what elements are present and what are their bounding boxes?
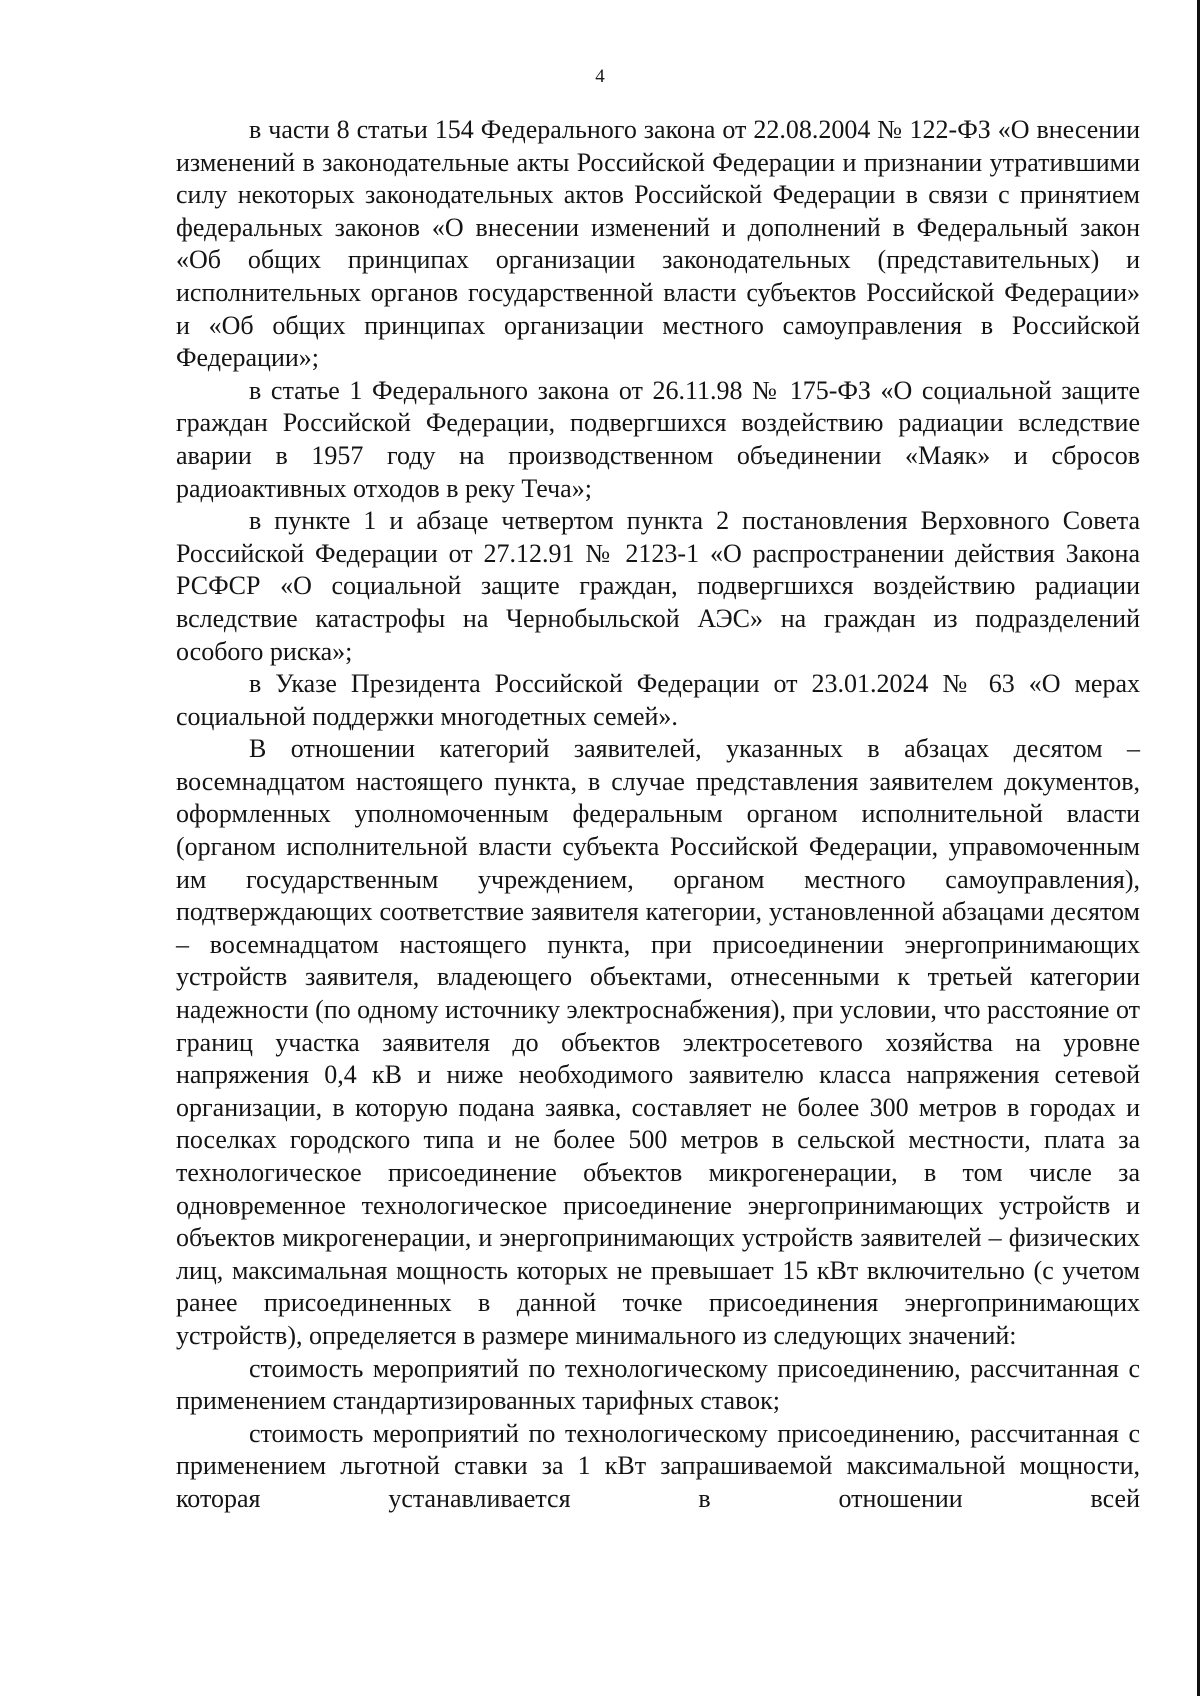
paragraph-2: в статье 1 Федерального закона от 26.11.98 № 175-ФЗ «О социальной защите граждан Российской Федерации, подвергшихся воздействию радиации вследствие аварии в 1957 году на производственном объединении «Маяк» и сбросов радиоактивных отходов в реку Теча»; bbox=[176, 375, 1140, 503]
paragraph-3: в пункте 1 и абзаце четвертом пункта 2 постановления Верховного Совета Российской Федерации от 27.12.91 № 2123-1 «О распространении действия Закона РСФСР «О социальной защите граждан, подвергшихся воздействию радиации вследствие катастрофы на Чернобыльской АЭС» на граждан из подразделений особого риска»; bbox=[176, 506, 1140, 666]
paragraph-6: стоимость мероприятий по технологическому присоединению, рассчитанная с применением стандартизированных тарифных ставок; bbox=[176, 1353, 1140, 1416]
paragraph-5: В отношении категорий заявителей, указанных в абзацах десятом – восемнадцатом настоящего пункта, в случае представления заявителем документов, оформленных уполномоченным федеральным органом исполнительной власти (органом исполнительной власти субъекта Российской Федерации, управомоченным им государственным учреждением, органом местного самоуправления), подтверждающих соответствие заявителя категории, установленной абзацами десятом – восемнадцатом настоящего пункта, при присоединении энергопринимающих устройств заявителя, владеющего объектами, отнесенными к третьей категории надежности (по одному источнику электроснабжения), при условии, что расстояние от границ участка заявителя до объектов электросетевого хозяйства на уровне напряжения 0,4 кВ и ниже необходимого заявителю класса напряжения сетевой организации, в которую подана заявка, составляет не более 300 метров в городах и поселках городского типа и не более 500 метров в сельской местности, плата за технологическое присоединение объектов микрогенерации, в том числе за одновременное технологическое присоединение энергопринимающих устройств и объектов микрогенерации, и энергопринимающих устройств заявителей – физических лиц, максимальная мощность которых не превышает 15 кВт включительно (с учетом ранее присоединенных в данной точке присоединения энергопринимающих устройств), определяется в размере минимального из следующих значений: bbox=[176, 734, 1140, 1350]
document-body bbox=[176, 114, 1140, 1516]
paragraph-1: в части 8 статьи 154 Федерального закона от 22.08.2004 № 122-ФЗ «О внесении изменений в законодательные акты Российской Федерации и признании утратившими силу некоторых законодательных актов Российской Федерации в связи с принятием федеральных законов «О внесении изменений и дополнений в Федеральный закон «Об общих принципах организации законодательных (представительных) и исполнительных органов государственной власти субъектов Российской Федерации» и «Об общих принципах организации местного самоуправления в Российской Федерации»; bbox=[176, 115, 1140, 373]
page-number: 4 bbox=[595, 66, 605, 87]
paragraph-4: в Указе Президента Российской Федерации от 23.01.2024 № 63 «О мерах социальной поддержки многодетных семей». bbox=[176, 669, 1140, 731]
paragraph-7: стоимость мероприятий по технологическому присоединению, рассчитанная с применением льготной ставки за 1 кВт запрашиваемой максимальной мощности, которая устанавливается в отношении всей bbox=[176, 1418, 1140, 1513]
